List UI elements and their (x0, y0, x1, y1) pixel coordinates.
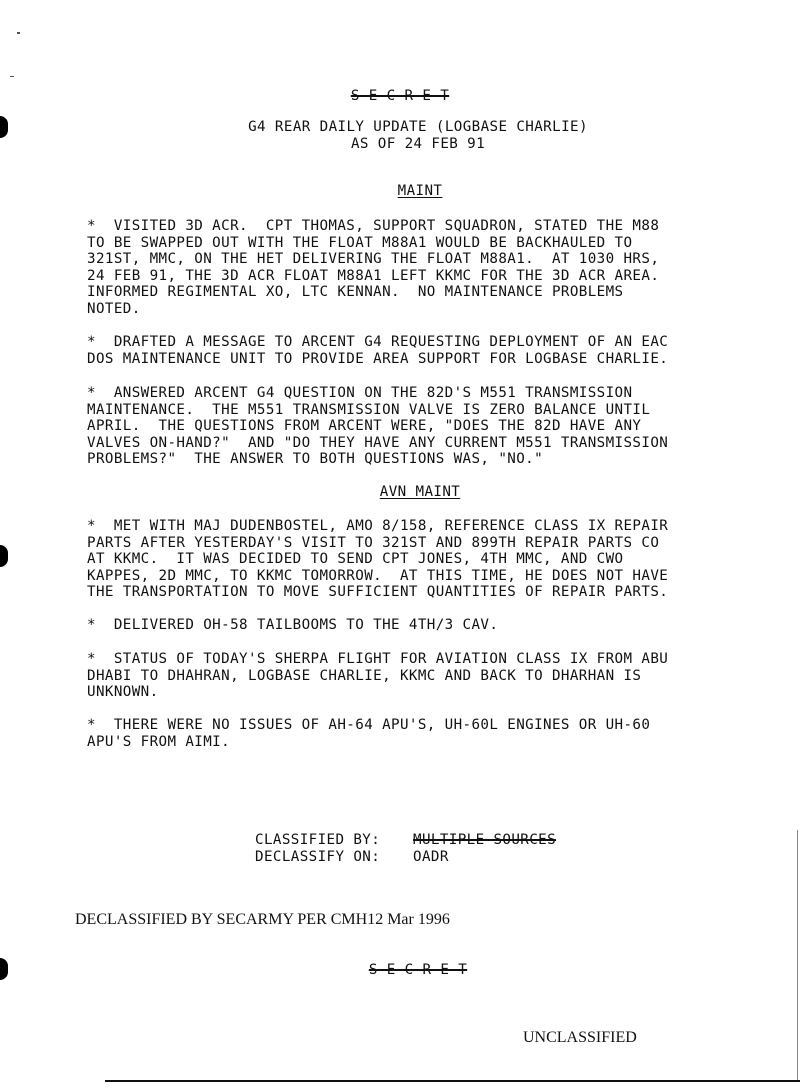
binder-hole-mark (0, 545, 8, 567)
classification-top: S E C R E T (350, 88, 450, 104)
document-title: G4 REAR DAILY UPDATE (LOGBASE CHARLIE) (248, 119, 588, 135)
scan-speck (10, 76, 14, 77)
document-date: AS OF 24 FEB 91 (350, 136, 486, 152)
avn-maint-paragraph: * THERE WERE NO ISSUES OF AH-64 APU'S, UH-60L ENGINES OR UH-60 APU'S FROM AIMI. (87, 717, 651, 750)
maint-paragraph: * ANSWERED ARCENT G4 QUESTION ON THE 82D'S M551 TRANSMISSION MAINTENANCE. THE M551 TRANSMISSION VALVE IS ZERO BALANCE UNTIL APRIL. THE QUESTIONS FROM ARCENT WERE, "DOES THE 82D HAVE ANY VALVES ON-HAND?" AND "DO THEY HAVE ANY CURRENT M551 TRANSMISSION PROBLEMS?" THE ANSWER TO BOTH QUESTIONS WAS, "NO." (87, 385, 669, 468)
classification-bottom: S E C R E T (368, 962, 468, 978)
binder-hole-mark (0, 958, 8, 980)
classified-by-value: MULTIPLE SOURCES (413, 832, 557, 848)
scan-edge-line (797, 830, 798, 1080)
unclassified-marking: UNCLASSIFIED (523, 1029, 637, 1046)
binder-hole-mark (0, 116, 8, 138)
declassify-on-label: DECLASSIFY ON: (255, 849, 381, 865)
scan-bottom-rule (105, 1080, 800, 1082)
maint-paragraph: * DRAFTED A MESSAGE TO ARCENT G4 REQUESTING DEPLOYMENT OF AN EAC DOS MAINTENANCE UNIT TO PROVIDE AREA SUPPORT FOR LOGBASE CHARLIE. (87, 334, 669, 367)
scan-speck (17, 32, 20, 34)
classified-by-label: CLASSIFIED BY: (255, 832, 381, 848)
section-heading-maint: MAINT (397, 183, 443, 199)
declassified-stamp: DECLASSIFIED BY SECARMY PER CMH12 Mar 1996 (75, 911, 450, 928)
avn-maint-paragraph: * DELIVERED OH-58 TAILBOOMS TO THE 4TH/3 CAV. (87, 617, 499, 633)
avn-maint-paragraph: * MET WITH MAJ DUDENBOSTEL, AMO 8/158, REFERENCE CLASS IX REPAIR PARTS AFTER YESTERDAY'S VISIT TO 321ST AND 899TH REPAIR PARTS CO AT KKMC. IT WAS DECIDED TO SEND CPT JONES, 4TH MMC, AND CWO KAPPES, 2D MMC, TO KKMC TOMORROW. AT THIS TIME, HE DOES NOT HAVE THE TRANSPORTATION TO MOVE SUFFICIENT QUANTITIES OF REPAIR PARTS. (87, 518, 669, 601)
maint-paragraph: * VISITED 3D ACR. CPT THOMAS, SUPPORT SQUADRON, STATED THE M88 TO BE SWAPPED OUT WITH THE FLOAT M88A1 WOULD BE BACKHAULED TO 321ST, MMC, ON THE HET DELIVERING THE FLOAT M88A1. AT 1030 HRS, 24 FEB 91, THE 3D ACR FLOAT M88A1 LEFT KKMC FOR THE 3D ACR AREA. INFORMED REGIMENTAL XO, LTC KENNAN. NO MAINTENANCE PROBLEMS NOTED. (87, 218, 660, 317)
avn-maint-paragraph: * STATUS OF TODAY'S SHERPA FLIGHT FOR AVIATION CLASS IX FROM ABU DHABI TO DHAHRAN, LOGBASE CHARLIE, KKMC AND BACK TO DHARHAN IS UNKNOWN. (87, 651, 669, 701)
section-heading-avn-maint: AVN MAINT (379, 484, 461, 500)
declassify-on-value: OADR (413, 849, 449, 865)
